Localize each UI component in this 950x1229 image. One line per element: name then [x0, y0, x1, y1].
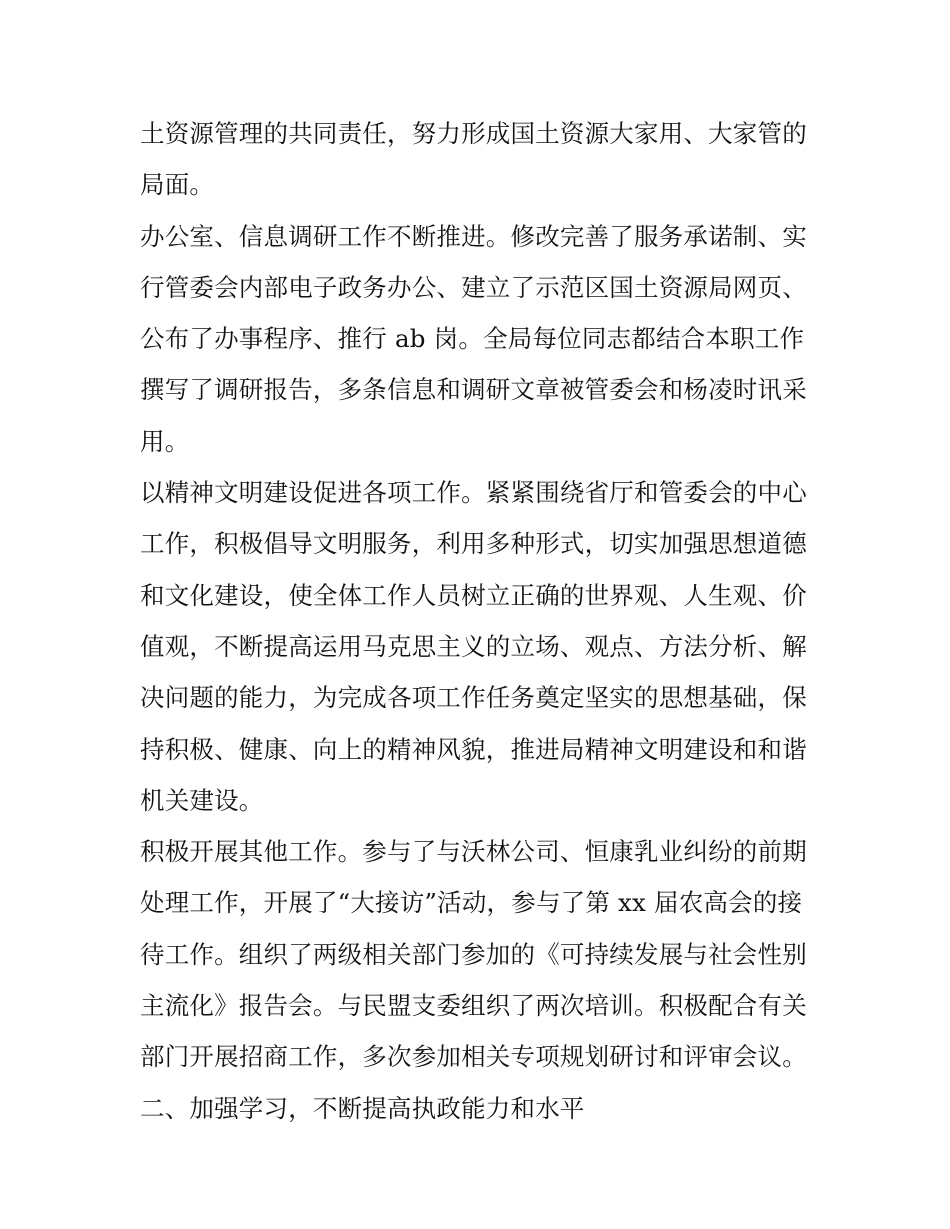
text-line: 用。 — [140, 426, 190, 456]
text-line: 积极开展其他工作。参与了与沃林公司、恒康乳业纠纷的前期 — [140, 837, 807, 867]
text-line: 撰写了调研报告，多条信息和调研文章被管委会和杨凌时讯采 — [140, 375, 807, 405]
section-heading: 二、加强学习，不断提高执政能力和水平 — [140, 1093, 585, 1123]
text-line: 决问题的能力，为完成各项工作任务奠定坚实的思想基础，保 — [140, 683, 807, 713]
text-line: 公布了办事程序、推行 ab 岗。全局每位同志都结合本职工作 — [140, 324, 805, 354]
text-line: 办公室、信息调研工作不断推进。修改完善了服务承诺制、实 — [140, 221, 807, 251]
text-line: 和文化建设，使全体工作人员树立正确的世界观、人生观、价 — [140, 580, 807, 610]
text-line: 行管委会内部电子政务办公、建立了示范区国土资源局网页、 — [140, 272, 807, 302]
text-line: 机关建设。 — [140, 785, 264, 815]
document-body — [140, 108, 820, 1134]
text-line: 土资源管理的共同责任，努力形成国土资源大家用、大家管的 — [140, 119, 807, 148]
text-line: 待工作。组织了两级相关部门参加的《可持续发展与社会性别 — [140, 939, 807, 969]
text-line: 值观，不断提高运用马克思主义的立场、观点、方法分析、解 — [140, 631, 807, 661]
text-line: 主流化》报告会。与民盟支委组织了两次培训。积极配合有关 — [140, 991, 807, 1021]
text-line: 以精神文明建设促进各项工作。紧紧围绕省厅和管委会的中心 — [140, 478, 807, 508]
text-line: 部门开展招商工作，多次参加相关专项规划研讨和评审会议。 — [140, 1042, 807, 1072]
text-line: 处理工作，开展了“大接访”活动，参与了第 xx 届农高会的接 — [140, 888, 803, 918]
text-line: 局面。 — [140, 170, 215, 200]
text-line: 持积极、健康、向上的精神风貌，推进局精神文明建设和和谐 — [140, 734, 807, 764]
text-line: 工作，积极倡导文明服务，利用多种形式，切实加强思想道德 — [140, 529, 807, 559]
